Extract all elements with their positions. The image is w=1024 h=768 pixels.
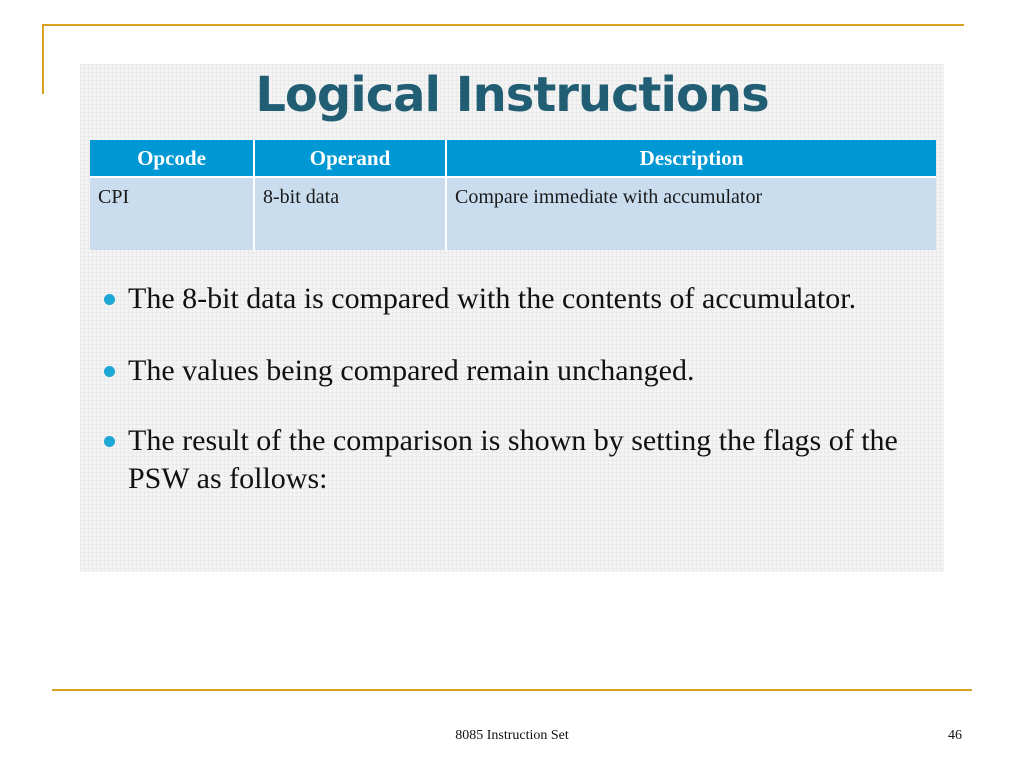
footer-title: 8085 Instruction Set (455, 728, 569, 743)
footer-line (52, 689, 972, 691)
bullet-item (100, 280, 930, 318)
header-operand: Operand (254, 140, 446, 177)
bullet-dot-icon (104, 366, 115, 377)
instruction-table (90, 140, 936, 250)
header-description: Description (446, 140, 936, 177)
frame-left-line (42, 24, 44, 94)
cell-description: Compare immediate with accumulator (446, 177, 936, 250)
bullet-dot-icon (104, 436, 115, 447)
bullet-list (100, 280, 930, 532)
page-number: 46 (948, 728, 962, 743)
content-panel (80, 64, 944, 572)
header-opcode: Opcode (90, 140, 254, 177)
cell-opcode: CPI (90, 177, 254, 250)
bullet-dot-icon (104, 294, 115, 305)
bullet-item (100, 352, 930, 390)
cell-operand: 8-bit data (254, 177, 446, 250)
bullet-text: The result of the comparison is shown by setting the flags of the PSW as follows: (128, 424, 898, 495)
table-row (90, 177, 936, 250)
table-header-row (90, 140, 936, 177)
frame-top-line (42, 24, 964, 26)
bullet-item (100, 422, 930, 498)
bullet-text: The values being compared remain unchanged. (128, 354, 695, 387)
slide-title: Logical Instructions (255, 67, 769, 123)
bullet-text: The 8-bit data is compared with the contents of accumulator. (128, 282, 857, 315)
